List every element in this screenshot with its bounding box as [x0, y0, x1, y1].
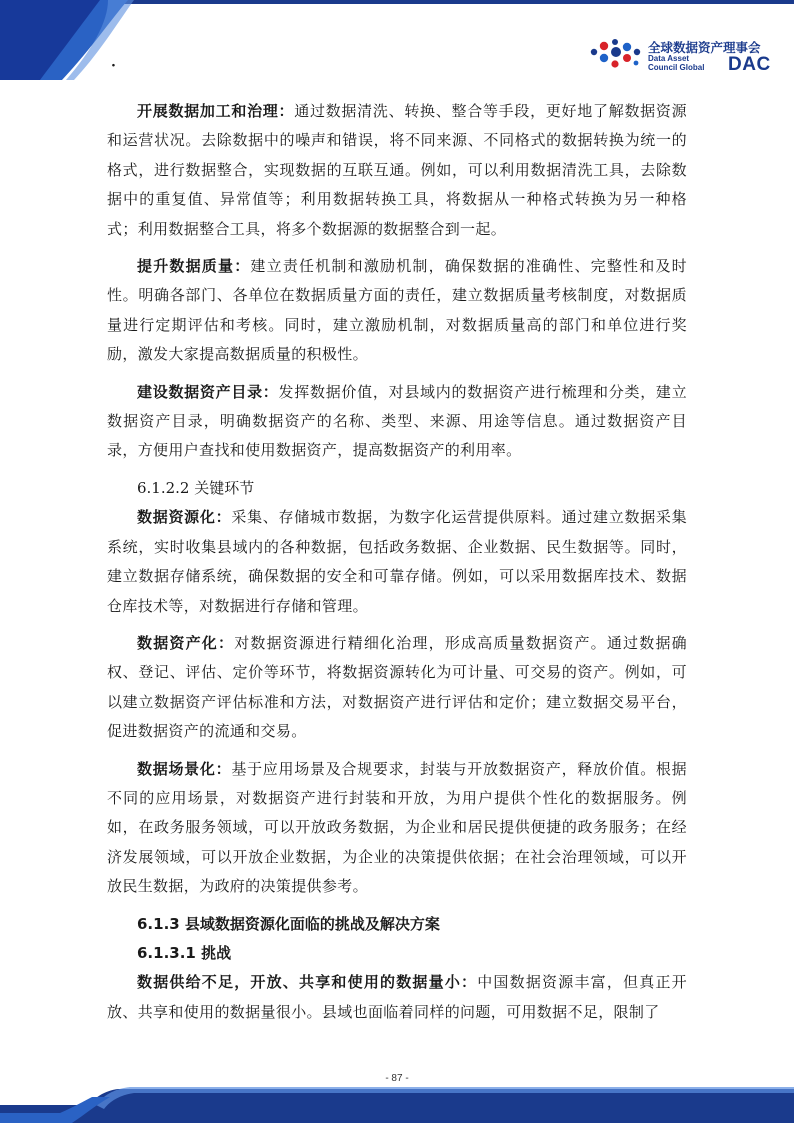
paragraph-scenarization: [107, 755, 687, 902]
logo-name-en-line2: Council Global: [648, 63, 705, 72]
paragraph-lead: 数据场景化：: [137, 759, 232, 778]
footer-decoration: [0, 1083, 794, 1123]
paragraph-text: 中国数据资源丰富，但真正开放、共享和使用的数据量很小。县域也面临着同样的问题，可用数据不足，限制了: [107, 973, 687, 1021]
logo-name-en-line1: Data Asset: [648, 54, 690, 63]
paragraph-lead: 建设数据资产目录：: [137, 382, 279, 401]
paragraph-text: 对数据资源进行精细化治理，形成高质量数据资产。通过数据确权、登记、评估、定价等环节，将数据资源转化为可计量、可交易的资产。例如，可以建立数据资产评估标准和方法，对数据资产进行评估和定价；建立数据交易平台，促进数据资产的流通和交易。: [107, 633, 687, 741]
paragraph-insufficient-supply: [107, 968, 687, 1027]
paragraph-text: 发挥数据价值，对县域内的数据资产进行梳理和分类，建立数据资产目录，明确数据资产的名称、类型、来源、用途等信息。通过数据资产目录，方便用户查找和使用数据资产，提高数据资产的利用率。: [107, 382, 687, 460]
paragraph-lead: 数据资产化：: [137, 633, 235, 652]
paragraph-data-processing: [107, 97, 687, 244]
section-heading-key-links: 6.1.2.2 关键环节: [137, 478, 255, 497]
logo-name-en: [648, 54, 704, 72]
section-heading-challenges-solutions: 6.1.3 县域数据资源化面临的挑战及解决方案: [137, 914, 440, 933]
paragraph-lead: 开展数据加工和治理：: [137, 102, 295, 120]
paragraph-text: 通过数据清洗、转换、整合等手段，更好地了解数据资源和运营状况。去除数据中的噪声和错误，将不同来源、不同格式的数据转换为统一的格式，进行数据整合，实现数据的互联互通。例如，可以利用数据清洗工具，去除数据中的重复值、异常值等；利用数据转换工具，将数据从一种格式转换为另一种格式；利用数据整合工具，将多个数据源的数据整合到一起。: [107, 102, 687, 238]
logo-abbr: DAC: [728, 54, 771, 75]
logo-name-zh: 全球数据资产理事会: [648, 40, 761, 55]
section-heading-challenges: 6.1.3.1 挑战: [137, 943, 232, 962]
dac-logo-dots-icon: [588, 38, 646, 78]
paragraph-resourcization: [107, 503, 687, 621]
paragraph-assetization: [107, 629, 687, 747]
paragraph-text: 建立责任机制和激励机制，确保数据的准确性、完整性和及时性。明确各部门、各单位在数据质量方面的责任，建立数据质量考核制度，对数据质量进行定期评估和考核。同时，建立激励机制，对数据质量高的部门和单位进行奖励，激发大家提高数据质量的积极性。: [107, 257, 688, 364]
paragraph-lead: 提升数据质量：: [137, 257, 251, 276]
paragraph-data-quality: [107, 252, 687, 370]
paragraph-lead: 数据资源化：: [137, 508, 232, 527]
header-mark: ·: [111, 58, 116, 74]
page-number: - 87 -: [385, 1073, 409, 1084]
dac-logo: [588, 38, 778, 78]
paragraph-text: 基于应用场景及合规要求，封装与开放数据资产，释放价值。根据不同的应用场景，对数据资产进行封装和开放，为用户提供个性化的数据服务。例如，在政务服务领域，可以开放政务数据，为企业和居民提供便捷的政务服务；在经济发展领域，可以开放企业数据，为企业的决策提供依据；在社会治理领域，可以开放民生数据，为政府的决策提供参考。: [107, 759, 687, 896]
paragraph-text: 采集、存储城市数据，为数字化运营提供原料。通过建立数据采集系统，实时收集县域内的各种数据，包括政务数据、企业数据、民生数据等。同时，建立数据存储系统，确保数据的安全和可靠存储。例如，可以采用数据库技术、数据仓库技术等，对数据进行存储和管理。: [107, 508, 687, 615]
paragraph-asset-catalog: [107, 378, 687, 466]
paragraph-lead: 数据供给不足，开放、共享和使用的数据量小：: [137, 973, 478, 992]
document-body: [107, 97, 687, 1035]
